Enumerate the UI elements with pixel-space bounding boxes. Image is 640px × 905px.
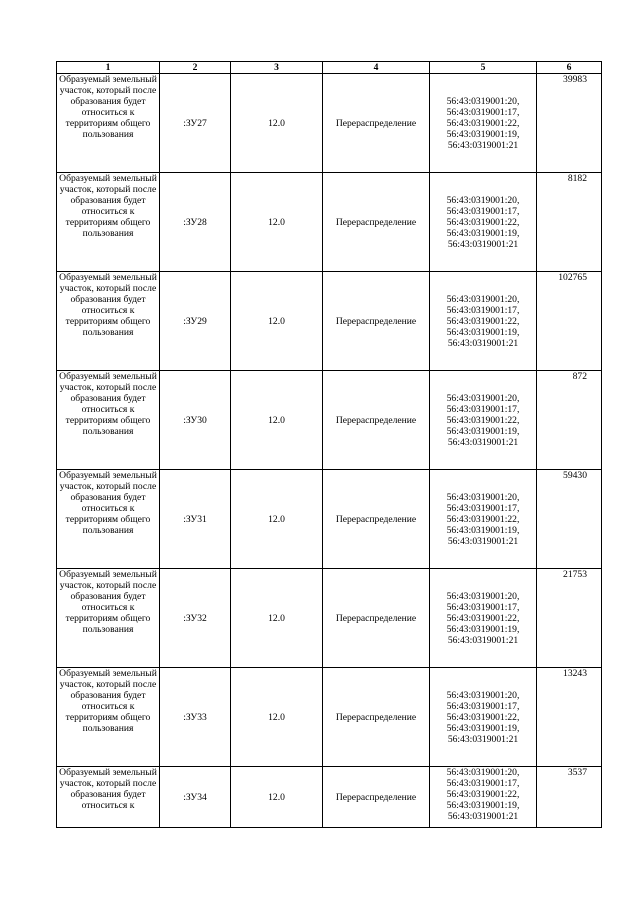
cell-source-parcels — [430, 767, 537, 828]
cell-use-code: 12.0 — [231, 470, 323, 569]
header-col-2: 2 — [160, 62, 231, 74]
cell-description: Образуемый земельный участок, который после образования будет относиться к территориям общего пользования — [57, 470, 160, 569]
cell-source-parcels — [430, 668, 537, 767]
source-parcel-number: 56:43:0319001:22, — [446, 315, 520, 327]
cell-formation-method: Перераспределение — [323, 767, 430, 828]
source-parcel-number: 56:43:0319001:20, — [446, 689, 520, 701]
cell-source-parcels — [430, 371, 537, 470]
header-row — [57, 62, 602, 74]
source-parcel-number: 56:43:0319001:22, — [446, 414, 520, 426]
source-parcel-number: 56:43:0319001:22, — [446, 711, 520, 723]
source-parcel-number: 56:43:0319001:21 — [447, 811, 519, 822]
cell-use-code: 12.0 — [231, 767, 323, 828]
cell-use-code: 12.0 — [231, 74, 323, 173]
source-parcel-number: 56:43:0319001:19, — [446, 623, 520, 635]
header-col-6: 6 — [537, 62, 602, 74]
source-parcel-number: 56:43:0319001:21 — [447, 238, 519, 250]
source-parcel-number: 56:43:0319001:22, — [446, 513, 520, 525]
cell-formation-method: Перераспределение — [323, 272, 430, 371]
cell-description: Образуемый земельный участок, который после образования будет относиться к территориям общего пользования — [57, 569, 160, 668]
source-parcel-number: 56:43:0319001:21 — [447, 535, 519, 547]
source-parcel-number: 56:43:0319001:20, — [446, 293, 520, 305]
source-parcel-number: 56:43:0319001:19, — [446, 800, 520, 811]
source-parcel-number: 56:43:0319001:22, — [446, 216, 520, 228]
cell-description: Образуемый земельный участок, который после образования будет относиться к территориям общего пользования — [57, 74, 160, 173]
table-row — [57, 470, 602, 569]
cell-area: 8182 — [537, 173, 602, 272]
header-col-4: 4 — [323, 62, 430, 74]
cell-use-code: 12.0 — [231, 569, 323, 668]
cell-description: Образуемый земельный участок, который после образования будет относиться к территориям общего пользования — [57, 173, 160, 272]
cell-formation-method: Перераспределение — [323, 173, 430, 272]
cell-parcel-id: :ЗУ32 — [160, 569, 231, 668]
cell-formation-method: Перераспределение — [323, 470, 430, 569]
cell-source-parcels — [430, 272, 537, 371]
source-parcel-number: 56:43:0319001:19, — [446, 425, 520, 437]
source-parcel-number: 56:43:0319001:21 — [447, 733, 519, 745]
cell-formation-method: Перераспределение — [323, 569, 430, 668]
source-parcel-number: 56:43:0319001:20, — [446, 392, 520, 404]
cell-area: 102765 — [537, 272, 602, 371]
table-body — [57, 74, 602, 828]
cell-parcel-id: :ЗУ29 — [160, 272, 231, 371]
source-parcel-number: 56:43:0319001:20, — [446, 194, 520, 206]
cell-description: Образуемый земельный участок, который после образования будет относиться к территориям общего пользования — [57, 371, 160, 470]
cell-area: 13243 — [537, 668, 602, 767]
source-parcel-number: 56:43:0319001:21 — [447, 337, 519, 349]
cell-use-code: 12.0 — [231, 668, 323, 767]
cell-formation-method: Перераспределение — [323, 371, 430, 470]
cell-use-code: 12.0 — [231, 173, 323, 272]
source-parcel-number: 56:43:0319001:17, — [446, 700, 520, 712]
source-parcel-number: 56:43:0319001:20, — [446, 95, 520, 107]
table-row — [57, 668, 602, 767]
cell-area: 872 — [537, 371, 602, 470]
source-parcel-number: 56:43:0319001:22, — [446, 789, 520, 800]
table-row — [57, 272, 602, 371]
header-col-5: 5 — [430, 62, 537, 74]
cell-area: 3537 — [537, 767, 602, 828]
source-parcel-number: 56:43:0319001:17, — [446, 304, 520, 316]
cell-source-parcels — [430, 173, 537, 272]
header-col-1: 1 — [57, 62, 160, 74]
source-parcel-number: 56:43:0319001:19, — [446, 227, 520, 239]
cell-formation-method: Перераспределение — [323, 74, 430, 173]
source-parcel-number: 56:43:0319001:17, — [446, 106, 520, 118]
cell-parcel-id: :ЗУ28 — [160, 173, 231, 272]
source-parcel-number: 56:43:0319001:22, — [446, 612, 520, 624]
table-row — [57, 371, 602, 470]
header-col-3: 3 — [231, 62, 323, 74]
cell-use-code: 12.0 — [231, 272, 323, 371]
cell-source-parcels — [430, 74, 537, 173]
table-row — [57, 767, 602, 828]
cell-parcel-id: :ЗУ33 — [160, 668, 231, 767]
source-parcel-number: 56:43:0319001:19, — [446, 524, 520, 536]
table-row — [57, 173, 602, 272]
cell-description: Образуемый земельный участок, который после образования будет относиться к территориям общего пользования — [57, 272, 160, 371]
source-parcel-number: 56:43:0319001:20, — [446, 491, 520, 503]
source-parcel-number: 56:43:0319001:17, — [446, 502, 520, 514]
cell-description: Образуемый земельный участок, который после образования будет относиться к территориям общего пользования — [57, 668, 160, 767]
source-parcel-number: 56:43:0319001:22, — [446, 117, 520, 129]
source-parcel-number: 56:43:0319001:17, — [446, 778, 520, 789]
source-parcel-number: 56:43:0319001:21 — [447, 436, 519, 448]
source-parcel-number: 56:43:0319001:19, — [446, 326, 520, 338]
cell-parcel-id: :ЗУ30 — [160, 371, 231, 470]
source-parcel-number: 56:43:0319001:19, — [446, 722, 520, 734]
cell-parcel-id: :ЗУ27 — [160, 74, 231, 173]
source-parcel-number: 56:43:0319001:20, — [446, 590, 520, 602]
cell-use-code: 12.0 — [231, 371, 323, 470]
cell-description: Образуемый земельный участок, который после образования будет относиться к — [57, 767, 160, 828]
cell-area: 39983 — [537, 74, 602, 173]
source-parcel-number: 56:43:0319001:17, — [446, 205, 520, 217]
source-parcel-number: 56:43:0319001:20, — [446, 767, 520, 778]
cell-formation-method: Перераспределение — [323, 668, 430, 767]
table-row — [57, 74, 602, 173]
source-parcel-number: 56:43:0319001:21 — [447, 139, 519, 151]
cell-parcel-id: :ЗУ34 — [160, 767, 231, 828]
cell-source-parcels — [430, 569, 537, 668]
table-row — [57, 569, 602, 668]
cell-source-parcels — [430, 470, 537, 569]
source-parcel-number: 56:43:0319001:17, — [446, 601, 520, 613]
cell-area: 21753 — [537, 569, 602, 668]
cell-parcel-id: :ЗУ31 — [160, 470, 231, 569]
source-parcel-number: 56:43:0319001:21 — [447, 634, 519, 646]
cell-area: 59430 — [537, 470, 602, 569]
source-parcel-number: 56:43:0319001:17, — [446, 403, 520, 415]
parcels-table — [56, 61, 602, 828]
source-parcel-number: 56:43:0319001:19, — [446, 128, 520, 140]
